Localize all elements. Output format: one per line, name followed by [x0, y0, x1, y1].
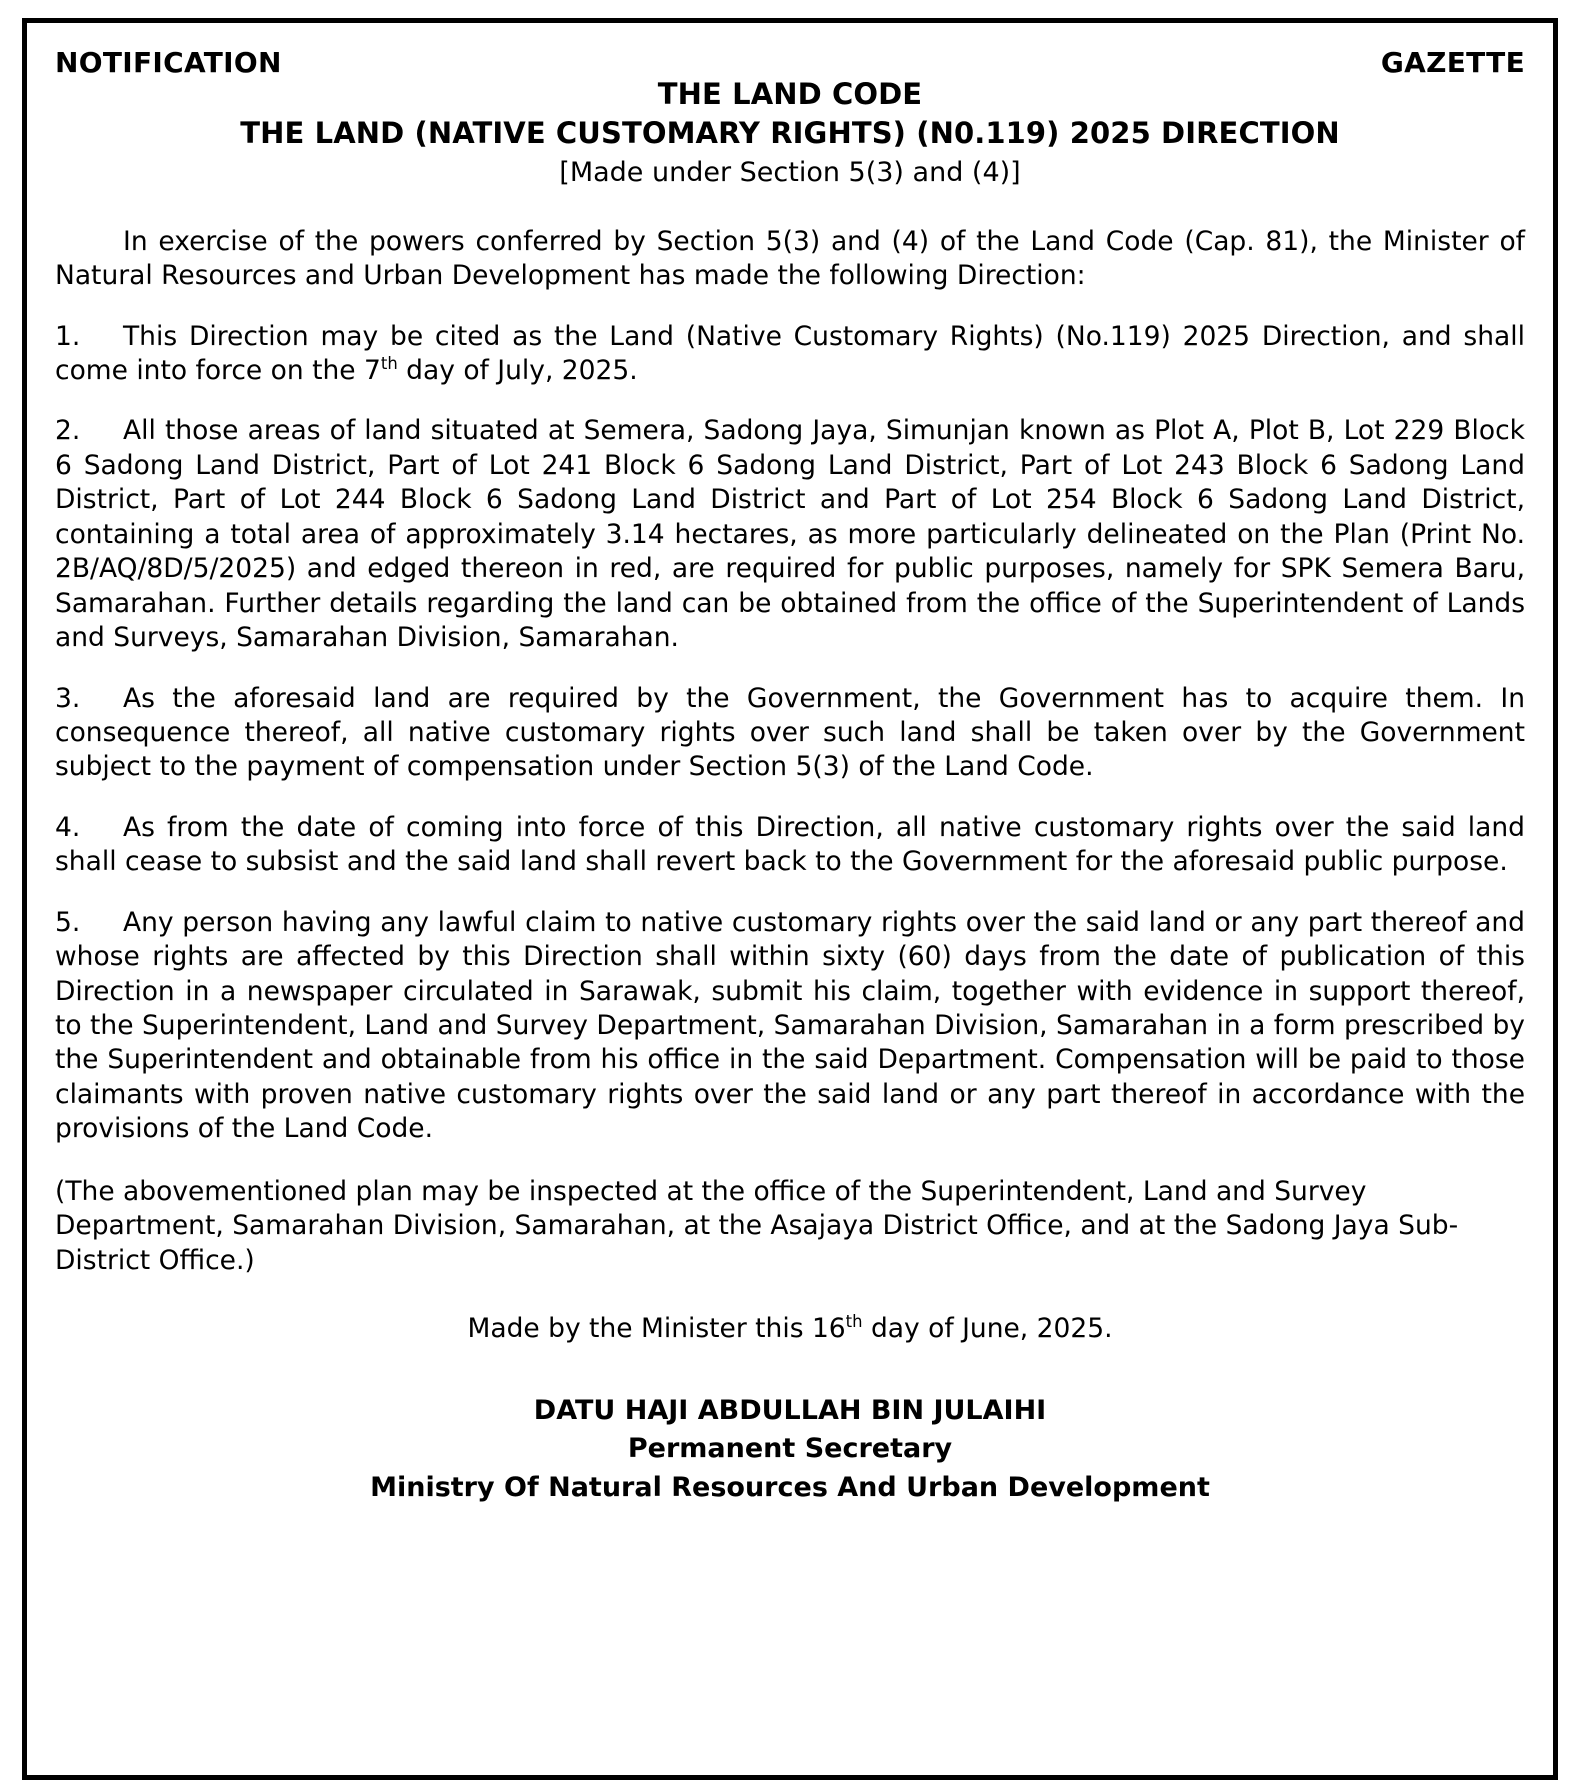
- clause-1: [55, 320, 1525, 389]
- made-by-text-a: Made by the Minister this 16: [467, 1313, 846, 1345]
- document-title-primary: THE LAND CODE: [657, 76, 923, 111]
- signatory-ministry: Ministry Of Natural Resources And Urban Development: [370, 1471, 1210, 1503]
- clause-3-number: 3.: [55, 682, 81, 714]
- gazette-border-frame: [22, 18, 1558, 1780]
- clause-2-number: 2.: [55, 415, 81, 447]
- clause-4: [55, 811, 1525, 880]
- made-by-ordinal-suffix: th: [845, 1312, 863, 1332]
- clause-1-number: 1.: [55, 320, 81, 352]
- clause-2-text: All those areas of land situated at Semera, Sadong Jaya, Simunjan known as Plot A, Plot B, Lot 229 Block 6 Sadong Land District, Part of Lot 241 Block 6 Sadong Land District, Part of Lot 243 Block 6 Sadong Land District, Part of Lot 244 Block 6 Sadong Land District and Part of Lot 254 Block 6 Sadong Land District, containing a total area of approximately 3.14 hectares, as more particularly delineated on the Plan (Print No. 2B/AQ/8D/5/2025) and edged thereon in red, are required for public purposes, namely for SPK Semera Baru, Samarahan. Further details regarding the land can be obtained from the office of the Superintendent of Lands and Surveys, Samarahan Division, Samarahan.: [55, 415, 1525, 654]
- made-by-line: [55, 1312, 1525, 1346]
- clause-4-text: As from the date of coming into force of this Direction, all native customary rights over the said land shall cease to subsist and the said land shall revert back to the Government for the aforesaid public purpose.: [55, 811, 1525, 878]
- document-titles: [55, 75, 1525, 191]
- gazette-content: [27, 23, 1553, 1775]
- clause-5-number: 5.: [55, 906, 81, 938]
- preamble-text: In exercise of the powers conferred by Section 5(3) and (4) of the Land Code (Cap. 81), the Minister of Natural Resources and Urban Development has made the following Direction:: [55, 225, 1525, 292]
- notification-label: NOTIFICATION: [55, 46, 282, 79]
- signature-block: [55, 1392, 1525, 1507]
- clause-5: [55, 906, 1525, 1147]
- clause-4-number: 4.: [55, 811, 81, 843]
- made-by-text-b: day of June, 2025.: [862, 1313, 1113, 1345]
- inspection-note: (The abovementioned plan may be inspected at the office of the Superintendent, Land and Survey Department, Samarahan Division, Samarahan, at the Asajaya District Office, and at the Sadong Jaya Sub-District Office.): [55, 1175, 1459, 1276]
- clause-1-ordinal-suffix: th: [380, 354, 398, 374]
- clause-3-text: As the aforesaid land are required by the Government, the Government has to acquire them. In consequence thereof, all native customary rights over such land shall be taken over by the Government subject to the payment of compensation under Section 5(3) of the Land Code.: [55, 682, 1525, 783]
- clause-1-text-a: This Direction may be cited as the Land (Native Customary Rights) (No.119) 2025 Direction, and shall come into force on the 7: [55, 320, 1525, 387]
- signatory-title: Permanent Secretary: [627, 1433, 953, 1465]
- preamble-paragraph: [55, 225, 1525, 294]
- document-made-under: [Made under Section 5(3) and (4)]: [559, 156, 1021, 188]
- clause-5-text: Any person having any lawful claim to native customary rights over the said land or any part thereof and whose rights are affected by this Direction shall within sixty (60) days from the date of publication of this Direction in a newspaper circulated in Sarawak, submit his claim, together with evidence in support thereof, to the Superintendent, Land and Survey Department, Samarahan Division, Samarahan in a form prescribed by the Superintendent and obtainable from his office in the said Department. Compensation will be paid to those claimants with proven native customary rights over the said land or any part thereof in accordance with the provisions of the Land Code.: [55, 906, 1525, 1145]
- document-title-secondary: THE LAND (NATIVE CUSTOMARY RIGHTS) (N0.119) 2025 DIRECTION: [240, 115, 1340, 150]
- signatory-name: DATU HAJI ABDULLAH BIN JULAIHI: [533, 1395, 1047, 1426]
- clause-2: [55, 414, 1525, 655]
- clause-1-text-b: day of July, 2025.: [397, 355, 638, 387]
- clause-3: [55, 682, 1525, 785]
- gazette-label: GAZETTE: [1380, 46, 1525, 79]
